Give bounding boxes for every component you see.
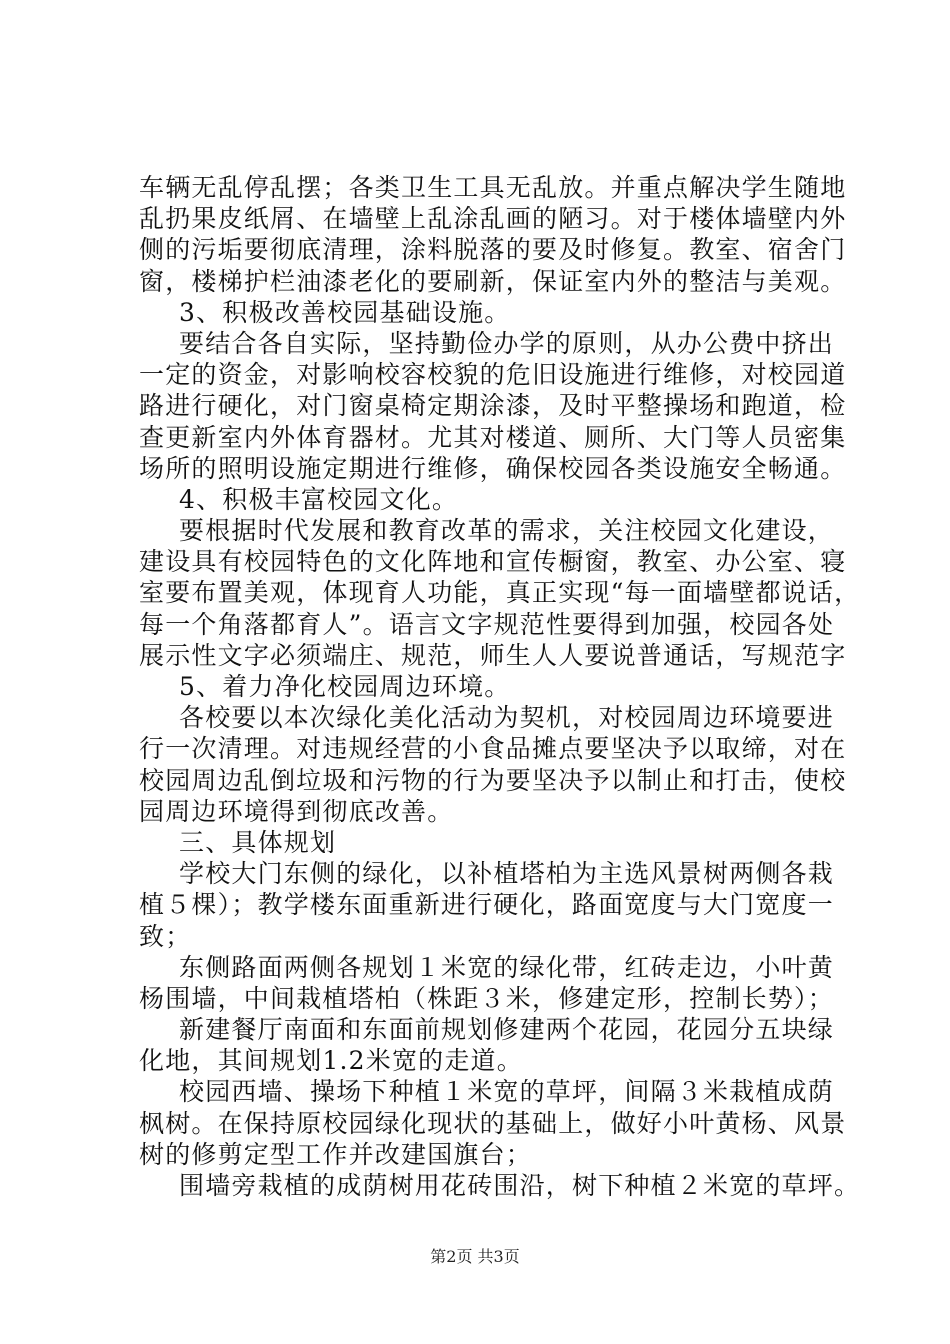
text-line: 每一个角落都育人”。语言文字规范性要得到加强，校园各处 [139,609,835,639]
text-line: 查更新室内外体育器材。尤其对楼道、厕所、大门等人员密集 [139,422,847,452]
text-line: 围墙旁栽植的成荫树用花砖围沿，树下种植２米宽的草坪。 [179,1171,861,1200]
page-footer: 第2页 共3页 [430,1247,520,1266]
text-line: 展示性文字必须端庄、规范，师生人人要说普通话，写规范字 [139,640,847,670]
text-line: 4、积极丰富校园文化。 [179,484,459,514]
text-line: 致； [139,921,192,951]
text-line: 车辆无乱停乱摆；各类卫生工具无乱放。并重点解决学生随地 [139,173,847,202]
text-line: 杨围墙，中间栽植塔柏（株距３米，修建定形，控制长势）； [139,983,834,1013]
text-line: 3、积极改善校园基础设施。 [179,297,511,327]
text-line: 5、着力净化校园周边环境。 [179,672,511,701]
text-line: 校园西墙、操场下种植１米宽的草坪，间隔３米栽植成荫 [179,1077,835,1107]
text-line: 行一次清理。对违规经营的小食品摊点要坚决予以取缔，对在 [139,734,847,764]
text-line: 建设具有校园特色的文化阵地和宣传橱窗，教室、办公室、寝 [139,547,847,577]
text-line: 化地，其间规划1.2米宽的走道。 [139,1046,523,1076]
text-line: 场所的照明设施定期进行维修，确保校园各类设施安全畅通。 [139,453,847,483]
text-line: 校园周边乱倒垃圾和污物的行为要坚决予以制止和打击，使校 [139,765,847,795]
text-line: 要根据时代发展和教育改革的需求，关注校园文化建设， [179,516,835,546]
text-line: 要结合各自实际，坚持勤俭办学的原则，从办公费中挤出 [179,328,835,358]
text-line: 路进行硬化，对门窗桌椅定期涂漆，及时平整操场和跑道，检 [139,391,847,421]
text-line: 植５棵）；教学楼东面重新进行硬化，路面宽度与大门宽度一 [139,890,834,920]
text-line: 学校大门东侧的绿化，以补植塔柏为主选风景树两侧各栽 [179,859,835,889]
text-line: 树的修剪定型工作并改建国旗台； [139,1139,533,1169]
text-line: 东侧路面两侧各规划１米宽的绿化带，红砖走边，小叶黄 [179,952,835,982]
text-line: 窗，楼梯护栏油漆老化的要刷新，保证室内外的整洁与美观。 [139,266,847,296]
text-line: 乱扔果皮纸屑、在墙壁上乱涂乱画的陋习。对于楼体墙壁内外 [139,204,847,234]
document-body [139,172,861,1201]
text-line: 三、具体规划 [179,827,337,857]
text-line: 枫树。在保持原校园绿化现状的基础上，做好小叶黄杨、风景 [139,1108,847,1138]
text-line: 一定的资金，对影响校容校貌的危旧设施进行维修，对校园道 [139,360,847,390]
text-line: 室要布置美观，体现育人功能，真正实现“每一面墙壁都说话， [139,578,861,608]
text-line: 新建餐厅南面和东面前规划修建两个花园，花园分五块绿 [179,1015,835,1045]
text-line: 侧的污垢要彻底清理，涂料脱落的要及时修复。教室、宿舍门 [139,235,847,265]
text-line: 各校要以本次绿化美化活动为契机，对校园周边环境要进 [179,703,835,733]
text-line: 园周边环境得到彻底改善。 [139,796,454,826]
